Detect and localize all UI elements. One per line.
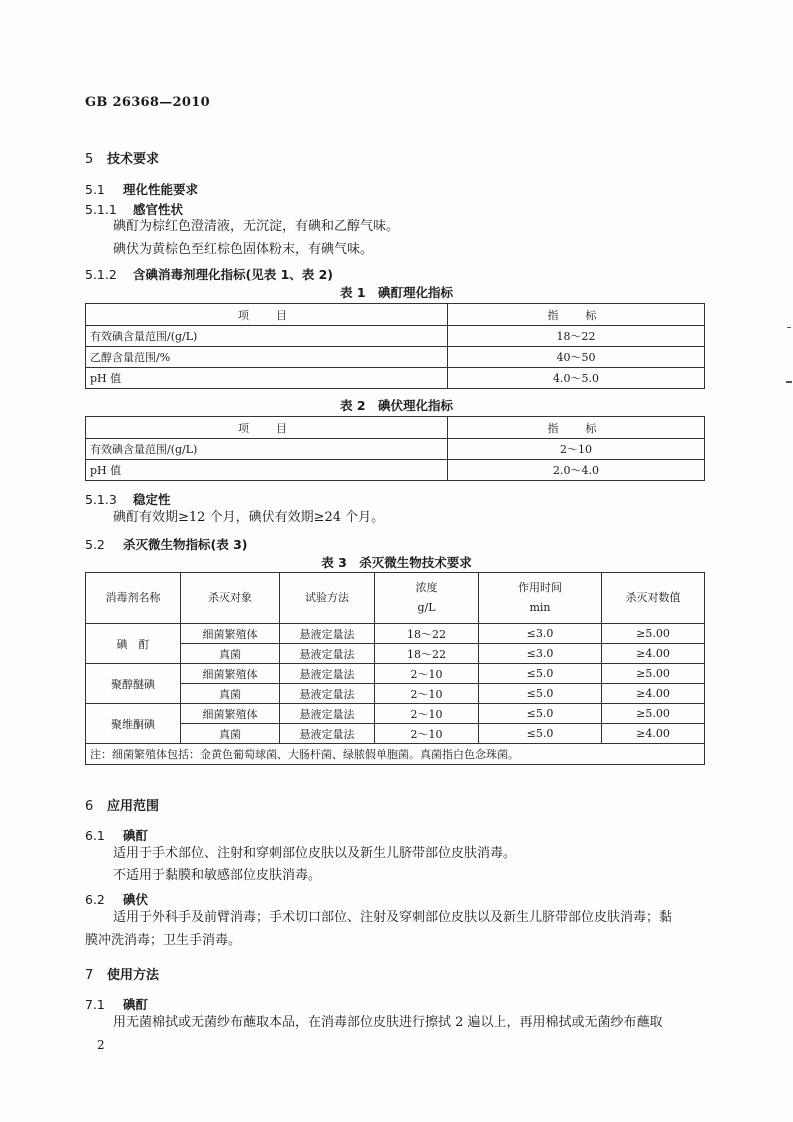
table-row <box>86 326 705 347</box>
table-cell: 悬液定量法 <box>280 724 375 744</box>
table-cell: ≤3.0 <box>479 644 602 664</box>
table-cell: ≥4.00 <box>602 644 705 664</box>
agent-name-cell: 聚维酮碘 <box>86 704 181 744</box>
table-cell: ≥5.00 <box>602 704 705 724</box>
table-cell: 悬液定量法 <box>280 684 375 704</box>
table-1 <box>85 303 705 389</box>
table-header: 项 目 <box>86 304 448 326</box>
table-row <box>86 460 705 481</box>
paragraph: 适用于手术部位、注射和穿刺部位皮肤以及新生儿脐带部位皮肤消毒。 <box>113 846 517 861</box>
table-cell: ≥4.00 <box>602 684 705 704</box>
table-cell: 2.0～4.0 <box>448 460 705 481</box>
table-row <box>86 439 705 460</box>
section-number: 6.1 <box>85 828 105 843</box>
agent-name-cell: 聚醇醚碘 <box>86 664 181 704</box>
table-header: 杀灭对数值 <box>602 573 705 624</box>
scan-mark <box>787 327 791 328</box>
table-cell: ≥5.00 <box>602 624 705 644</box>
section-title: 碘伏 <box>123 892 149 907</box>
table-row <box>86 347 705 368</box>
header-unit: g/L <box>417 601 436 614</box>
table-header: 消毒剂名称 <box>86 573 181 624</box>
table-1-caption: 表 1 碘酊理化指标 <box>339 285 454 300</box>
table-3-caption: 表 3 杀灭微生物技术要求 <box>321 555 472 570</box>
table-cell: 4.0～5.0 <box>448 368 705 389</box>
paragraph: 碘酊为棕红色澄清液，无沉淀，有碘和乙醇气味。 <box>113 219 400 234</box>
table-cell: 有效碘含量范围/(g/L) <box>86 439 448 460</box>
section-5-heading <box>85 148 159 167</box>
section-title: 稳定性 <box>133 492 171 507</box>
paragraph: 用无菌棉拭或无菌纱布蘸取本品，在消毒部位皮肤进行擦拭 2 遍以上，再用棉拭或无菌纱布蘸取 <box>113 1015 663 1030</box>
section-number: 6.2 <box>85 892 105 907</box>
table-cell: 悬液定量法 <box>280 704 375 724</box>
section-title: 应用范围 <box>107 799 160 814</box>
table-cell: ≥5.00 <box>602 664 705 684</box>
table-cell: 2～10 <box>375 704 479 724</box>
section-title: 碘酊 <box>123 828 149 843</box>
section-number: 5.1.1 <box>85 202 117 217</box>
section-6-heading <box>85 795 159 814</box>
section-number: 5.2 <box>85 537 105 552</box>
table-cell: ≤5.0 <box>479 704 602 724</box>
header-line: 浓度 <box>415 581 438 594</box>
scan-mark <box>786 381 792 383</box>
table-cell: 真菌 <box>181 644 280 664</box>
table-row <box>86 624 705 644</box>
section-title: 技术要求 <box>107 152 160 167</box>
table-cell: 2～10 <box>375 664 479 684</box>
table-header: 指 标 <box>448 304 705 326</box>
table-cell: 18～22 <box>448 326 705 347</box>
table-cell: 真菌 <box>181 724 280 744</box>
table-row <box>86 368 705 389</box>
table-cell: 细菌繁殖体 <box>181 664 280 684</box>
table-cell: 乙醇含量范围/% <box>86 347 448 368</box>
section-5-1-2-heading <box>85 265 333 283</box>
table-row <box>86 704 705 724</box>
table-3 <box>85 572 705 765</box>
section-7-heading <box>85 964 159 983</box>
table-cell: pH 值 <box>86 368 448 389</box>
table-row <box>86 664 705 684</box>
table-cell: pH 值 <box>86 460 448 481</box>
header-unit: min <box>529 601 551 614</box>
section-number: 5.1 <box>85 182 105 197</box>
section-5-1-heading <box>85 180 198 198</box>
table-header: 杀灭对象 <box>181 573 280 624</box>
table-cell: 悬液定量法 <box>280 664 375 684</box>
section-title: 碘酊 <box>123 997 149 1012</box>
table-header <box>479 573 602 624</box>
table-header: 试验方法 <box>280 573 375 624</box>
section-title: 感官性状 <box>133 202 184 217</box>
table-cell: 有效碘含量范围/(g/L) <box>86 326 448 347</box>
section-number: 6 <box>85 799 94 814</box>
table-cell: 细菌繁殖体 <box>181 624 280 644</box>
section-number: 5.1.2 <box>85 267 117 282</box>
table-cell: 细菌繁殖体 <box>181 704 280 724</box>
table-cell: ≤5.0 <box>479 664 602 684</box>
section-5-2-heading <box>85 535 247 553</box>
agent-name-cell: 碘 酊 <box>86 624 181 664</box>
page-number: 2 <box>97 1038 105 1052</box>
table-cell: 40～50 <box>448 347 705 368</box>
table-note: 注：细菌繁殖体包括：金黄色葡萄球菌、大肠杆菌、绿脓假单胞菌。真菌指白色念珠菌。 <box>86 744 705 765</box>
table-2-caption: 表 2 碘伏理化指标 <box>339 398 454 413</box>
table-cell: 悬液定量法 <box>280 644 375 664</box>
table-header <box>375 573 479 624</box>
section-number: 5 <box>85 152 94 167</box>
section-title: 使用方法 <box>107 968 160 983</box>
table-cell: 真菌 <box>181 684 280 704</box>
section-title: 含碘消毒剂理化指标(见表 1、表 2) <box>133 267 334 282</box>
table-header: 项 目 <box>86 417 448 439</box>
table-cell: ≤3.0 <box>479 624 602 644</box>
section-title: 杀灭微生物指标(表 3) <box>123 537 248 552</box>
paragraph: 碘伏为黄棕色至红棕色固体粉末，有碘气味。 <box>113 242 374 257</box>
table-cell: 2～10 <box>375 724 479 744</box>
paragraph: 碘酊有效期≥12 个月，碘伏有效期≥24 个月。 <box>113 510 385 525</box>
paragraph: 不适用于黏膜和敏感部位皮肤消毒。 <box>113 868 322 883</box>
header-line: 作用时间 <box>518 581 562 594</box>
table-cell: 18～22 <box>375 624 479 644</box>
table-cell: ≤5.0 <box>479 724 602 744</box>
paragraph-continuation: 膜冲洗消毒；卫生手消毒。 <box>85 933 242 948</box>
paragraph: 适用于外科手及前臂消毒；手术切口部位、注射及穿刺部位皮肤以及新生儿脐带部位皮肤消毒；黏 <box>113 910 673 925</box>
section-number: 7.1 <box>85 997 105 1012</box>
table-cell: 2～10 <box>375 684 479 704</box>
document-header: GB 26368—2010 <box>85 95 210 110</box>
table-cell: 2～10 <box>448 439 705 460</box>
table-cell: ≥4.00 <box>602 724 705 744</box>
section-number: 5.1.3 <box>85 492 117 507</box>
table-cell: 悬液定量法 <box>280 624 375 644</box>
section-title: 理化性能要求 <box>123 182 199 197</box>
section-number: 7 <box>85 968 94 983</box>
table-2 <box>85 416 705 481</box>
table-cell: 18～22 <box>375 644 479 664</box>
table-header: 指 标 <box>448 417 705 439</box>
table-cell: ≤5.0 <box>479 684 602 704</box>
